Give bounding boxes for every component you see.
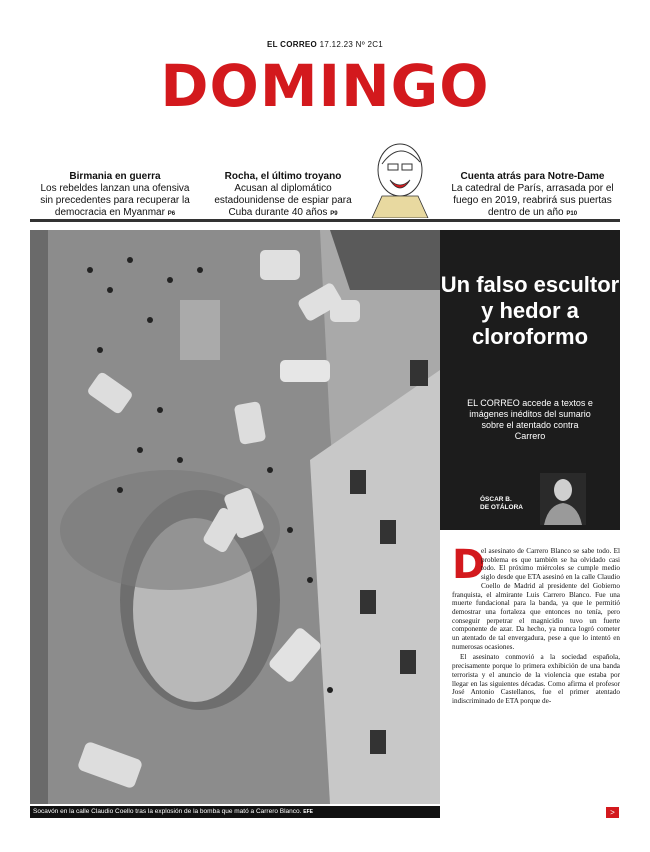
teaser-headline: Birmania en guerra — [69, 171, 161, 182]
article-body — [452, 542, 620, 708]
continue-arrow-icon[interactable]: > — [606, 807, 619, 818]
teaser-rocha[interactable] — [213, 171, 353, 220]
author-photo — [540, 473, 586, 525]
section-title: DOMINGO — [160, 52, 490, 120]
section-rule-right — [440, 219, 620, 222]
teaser-text: Acusan al diplomático estadounidense de espiar para Cuba durante 40 años — [214, 183, 352, 218]
blast-site-photo — [30, 230, 440, 804]
caption-text: Socavón en la calle Claudio Coello tras la explosión de la bomba que mató a Carrero Blanco. — [33, 808, 302, 815]
feature-subhead: EL CORREO accede a textos e imágenes inéditos del sumario sobre el atentado contra Carrero — [467, 398, 593, 441]
section-rule — [30, 219, 440, 222]
feature-panel — [440, 230, 620, 530]
article-paragraph: El asesinato conmovió a la sociedad española, precisamente porque lo primera exhibición de una banda terrorista y el anuncio de la violencia que estaba por llegar en las siguientes décadas. Como afirma el profesor José Antonio Castellanos, fue el primer atentado indiscriminado de ETA porque de- — [452, 653, 620, 705]
author-last: DE OTÁLORA — [480, 504, 523, 511]
article-paragraph: el asesinato de Carrero Blanco se sabe todo. El problema es que también se ha olvidado casi todo. El próximo miércoles se cumple medio siglo desde que ETA asesinó en la calle Claudio Coello de Madrid al presidente del Gobierno franquista, el almirante Luis Carrero Blanco. Fue una muerte fundacional para la banda, ya que le permitió demostrar una fortaleza que entonces no tenía, pero conseguir perpetrar el magnicidio tuvo un fuerte componente de azar. Da hecho, ya nunca logró cometer un atentado de tal envergadura, pese a que lo intentó en numerosas ocasiones. — [452, 547, 620, 651]
teaser-headline: Cuenta atrás para Notre-Dame — [460, 171, 605, 182]
caricature-illustration — [362, 134, 436, 218]
paper-name: EL CORREO — [266, 40, 318, 49]
teaser-text: Los rebeldes lanzan una ofensiva sin precedentes para recuperar la democracia en Myanmar — [40, 183, 190, 218]
issue-date: 17.12.23 Nº 2C1 — [319, 40, 384, 49]
teaser-birmania[interactable] — [40, 171, 190, 220]
teaser-notre-dame[interactable] — [450, 171, 615, 220]
teaser-page: P6 — [167, 211, 176, 217]
masthead-dateline — [0, 40, 650, 49]
feature-headline[interactable]: Un falso escultor y hedor a cloroformo — [440, 272, 620, 349]
author-first: ÓSCAR B. — [480, 496, 512, 503]
teaser-headline: Rocha, el último troyano — [224, 171, 342, 182]
photo-credit: EFE — [303, 809, 314, 815]
author-byline — [480, 496, 523, 512]
photo-caption — [30, 806, 440, 818]
teaser-page: P10 — [566, 211, 578, 217]
drop-cap: D — [452, 542, 486, 588]
teaser-page: P9 — [330, 211, 338, 217]
teaser-text: La catedral de París, arrasada por el fuego en 2019, reabrirá sus puertas dentro de un año — [451, 183, 614, 218]
